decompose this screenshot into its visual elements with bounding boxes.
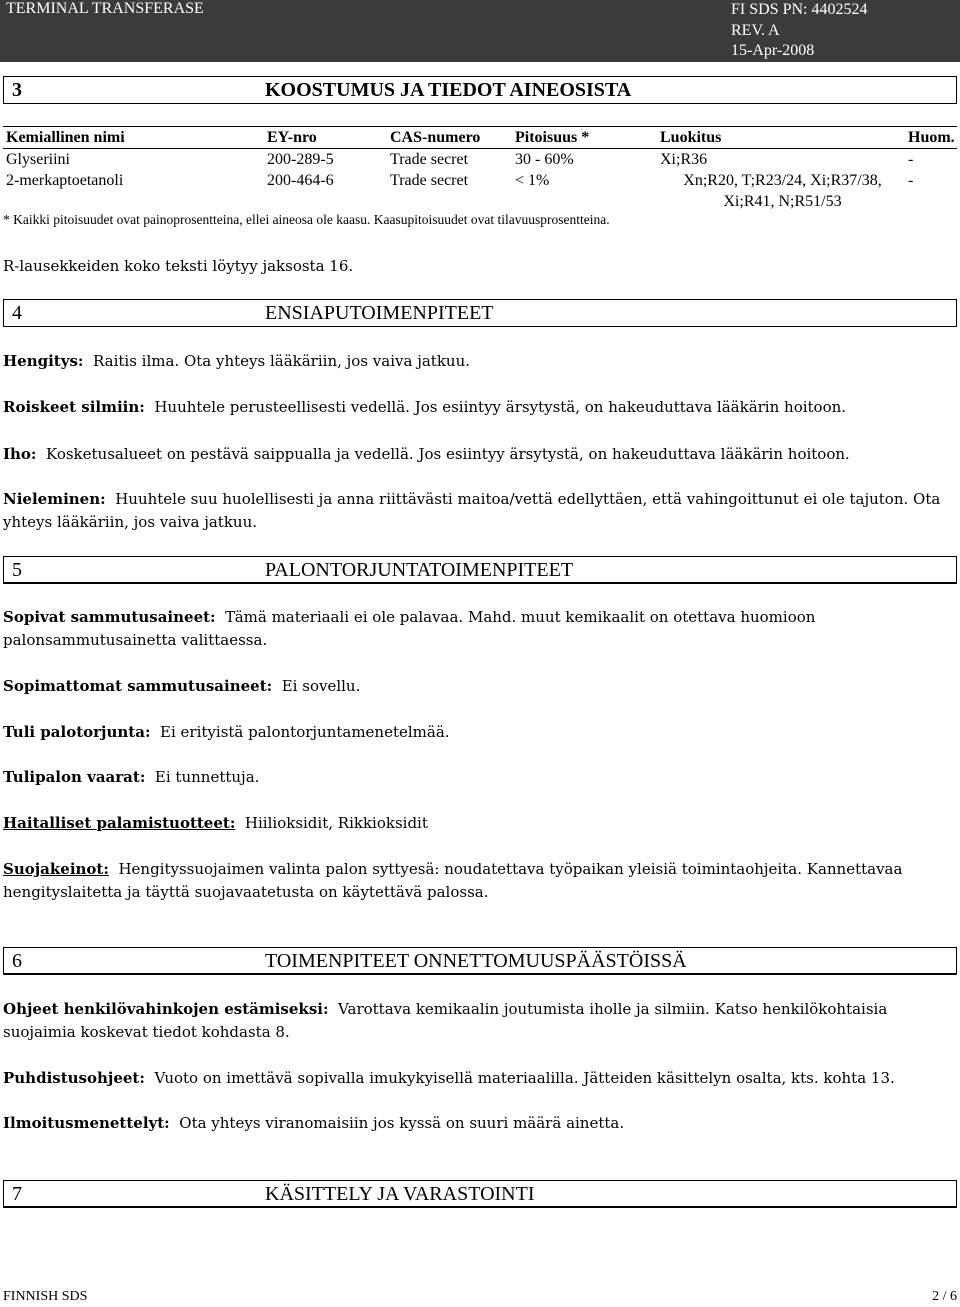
cell-cas: Trade secret — [390, 151, 469, 168]
item-label: Ohjeet henkilövahinkojen estämiseksi: — [3, 1000, 329, 1018]
table-row — [3, 149, 957, 171]
spill-item — [3, 998, 953, 1043]
item-label: Nieleminen: — [3, 490, 106, 508]
item-label: Sopimattomat sammutusaineet: — [3, 677, 273, 695]
header-title: TERMINAL TRANSFERASE — [6, 0, 204, 17]
item-text: Vuoto on imettävä sopivalla imukykyisellä materiaalilla. Jätteiden käsittelyn osalta, kts. kohta 13. — [154, 1069, 895, 1087]
fire-item — [3, 766, 953, 789]
item-text: Varottava kemikaalin joutumista iholle ja silmiin. Katso henkilökohtaisia suojaimia koskevat tiedot kohdasta 8. — [3, 1000, 888, 1041]
section-6-header — [3, 947, 957, 975]
column-header: Luokitus — [657, 127, 905, 149]
composition-table — [3, 126, 957, 212]
item-label: Haitalliset palamistuotteet: — [3, 814, 236, 832]
table-header-row — [3, 127, 957, 149]
header-date: 15-Apr-2008 — [731, 42, 815, 59]
item-text: Hiilioksidit, Rikkioksidit — [244, 814, 428, 832]
item-label: Tuli palotorjunta: — [3, 723, 151, 741]
section-number: 5 — [12, 559, 22, 581]
column-header: Huom. — [905, 127, 957, 149]
section-7-header — [3, 1180, 957, 1208]
section-number: 3 — [12, 79, 22, 101]
fire-item — [3, 675, 953, 698]
item-text: Ota yhteys viranomaisiin jos kyssä on suuri määrä ainetta. — [179, 1114, 625, 1132]
section-title: TOIMENPITEET ONNETTOMUUSPÄÄSTÖISSÄ — [265, 950, 687, 972]
item-label: Iho: — [3, 445, 37, 463]
section-title: KOOSTUMUS JA TIEDOT AINEOSISTA — [265, 79, 632, 101]
item-text: Huuhtele suu huolellisesti ja anna riittävästi maitoa/vettä edellyttäen, että vahingoittunut ei ole tajuton. Ota yhteys lääkäriin, jos vaiva jatkuu. — [3, 490, 941, 531]
cell-class: Xi;R36 — [660, 151, 708, 168]
composition-footnote: * Kaikki pitoisuudet ovat painoprosentteina, ellei aineosa ole kaasu. Kaasupitoisuudet ovat tilavuusprosentteina. — [3, 212, 610, 227]
page-number: 2 / 6 — [932, 1289, 957, 1304]
cell-class: Xn;R20, T;R23/24, Xi;R37/38, Xi;R41, N;R51/53 — [683, 172, 882, 210]
fire-item — [3, 606, 953, 651]
spill-item — [3, 1067, 953, 1090]
item-text: Kosketusalueet on pestävä saippualla ja vedellä. Jos esiintyy ärsytystä, on hakeuduttava lääkärin hoitoon. — [46, 445, 850, 463]
header-meta — [731, 0, 867, 62]
cell-note: - — [908, 172, 914, 189]
footer-label: FINNISH SDS — [3, 1289, 88, 1304]
fire-item — [3, 721, 953, 744]
header-pn: FI SDS PN: 4402524 — [731, 1, 868, 18]
item-label: Sopivat sammutusaineet: — [3, 608, 216, 626]
item-text: Ei tunnettuja. — [154, 768, 260, 786]
first-aid-item — [3, 396, 953, 419]
page-footer — [3, 1289, 957, 1305]
section-title: PALONTORJUNTATOIMENPITEET — [265, 559, 574, 581]
fire-item — [3, 812, 953, 835]
section-title: ENSIAPUTOIMENPITEET — [265, 302, 494, 324]
item-label: Puhdistusohjeet: — [3, 1069, 145, 1087]
section-number: 4 — [12, 302, 22, 324]
section-5-header — [3, 556, 957, 584]
item-label: Tulipalon vaarat: — [3, 768, 146, 786]
document-header — [0, 0, 960, 62]
first-aid-item — [3, 443, 953, 466]
cell-conc: < 1% — [515, 172, 550, 189]
cell-name: Glyseriini — [6, 151, 70, 168]
section-4-header — [3, 299, 957, 327]
column-header: Kemiallinen nimi — [3, 127, 264, 149]
first-aid-item — [3, 350, 953, 373]
section-title: KÄSITTELY JA VARASTOINTI — [265, 1183, 535, 1205]
item-text: Ei erityistä palontorjuntamenetelmää. — [160, 723, 450, 741]
fire-item — [3, 858, 953, 903]
column-header: EY-nro — [264, 127, 387, 149]
item-text: Ei sovellu. — [281, 677, 361, 695]
cell-ec: 200-289-5 — [267, 151, 334, 168]
item-label: Hengitys: — [3, 352, 84, 370]
item-label: Roiskeet silmiin: — [3, 398, 145, 416]
item-text: Huuhtele perusteellisesti vedellä. Jos esiintyy ärsytystä, on hakeuduttava lääkärin hoitoon. — [154, 398, 847, 416]
column-header: Pitoisuus * — [512, 127, 657, 149]
section-number: 7 — [12, 1183, 22, 1205]
item-text: Raitis ilma. Ota yhteys lääkäriin, jos vaiva jatkuu. — [92, 352, 470, 370]
item-label: Suojakeinot: — [3, 860, 109, 878]
section-number: 6 — [12, 950, 22, 972]
cell-note: - — [908, 151, 914, 168]
cell-name: 2-merkaptoetanoli — [6, 172, 124, 189]
spill-item — [3, 1112, 953, 1135]
item-text: Tämä materiaali ei ole palavaa. Mahd. muut kemikaalit on otettava huomioon palonsammutusainetta valittaessa. — [3, 608, 816, 649]
column-header: CAS-numero — [387, 127, 512, 149]
section-3-header — [3, 76, 957, 104]
header-rev: REV. A — [731, 21, 780, 39]
item-label: Ilmoitusmenettelyt: — [3, 1114, 170, 1132]
first-aid-item — [3, 488, 953, 533]
cell-cas: Trade secret — [390, 172, 469, 189]
cell-ec: 200-464-6 — [267, 172, 334, 189]
item-text: Hengityssuojaimen valinta palon syttyesä: noudatettava työpaikan yleisiä toimintaohjeita. Kannettavaa hengityslaitetta ja täyttä suojavaatetusta on käytettävä palossa. — [3, 860, 903, 901]
r-phrase-note: R-lausekkeiden koko teksti löytyy jaksosta 16. — [3, 257, 354, 275]
table-row — [3, 170, 957, 212]
cell-conc: 30 - 60% — [515, 151, 574, 168]
